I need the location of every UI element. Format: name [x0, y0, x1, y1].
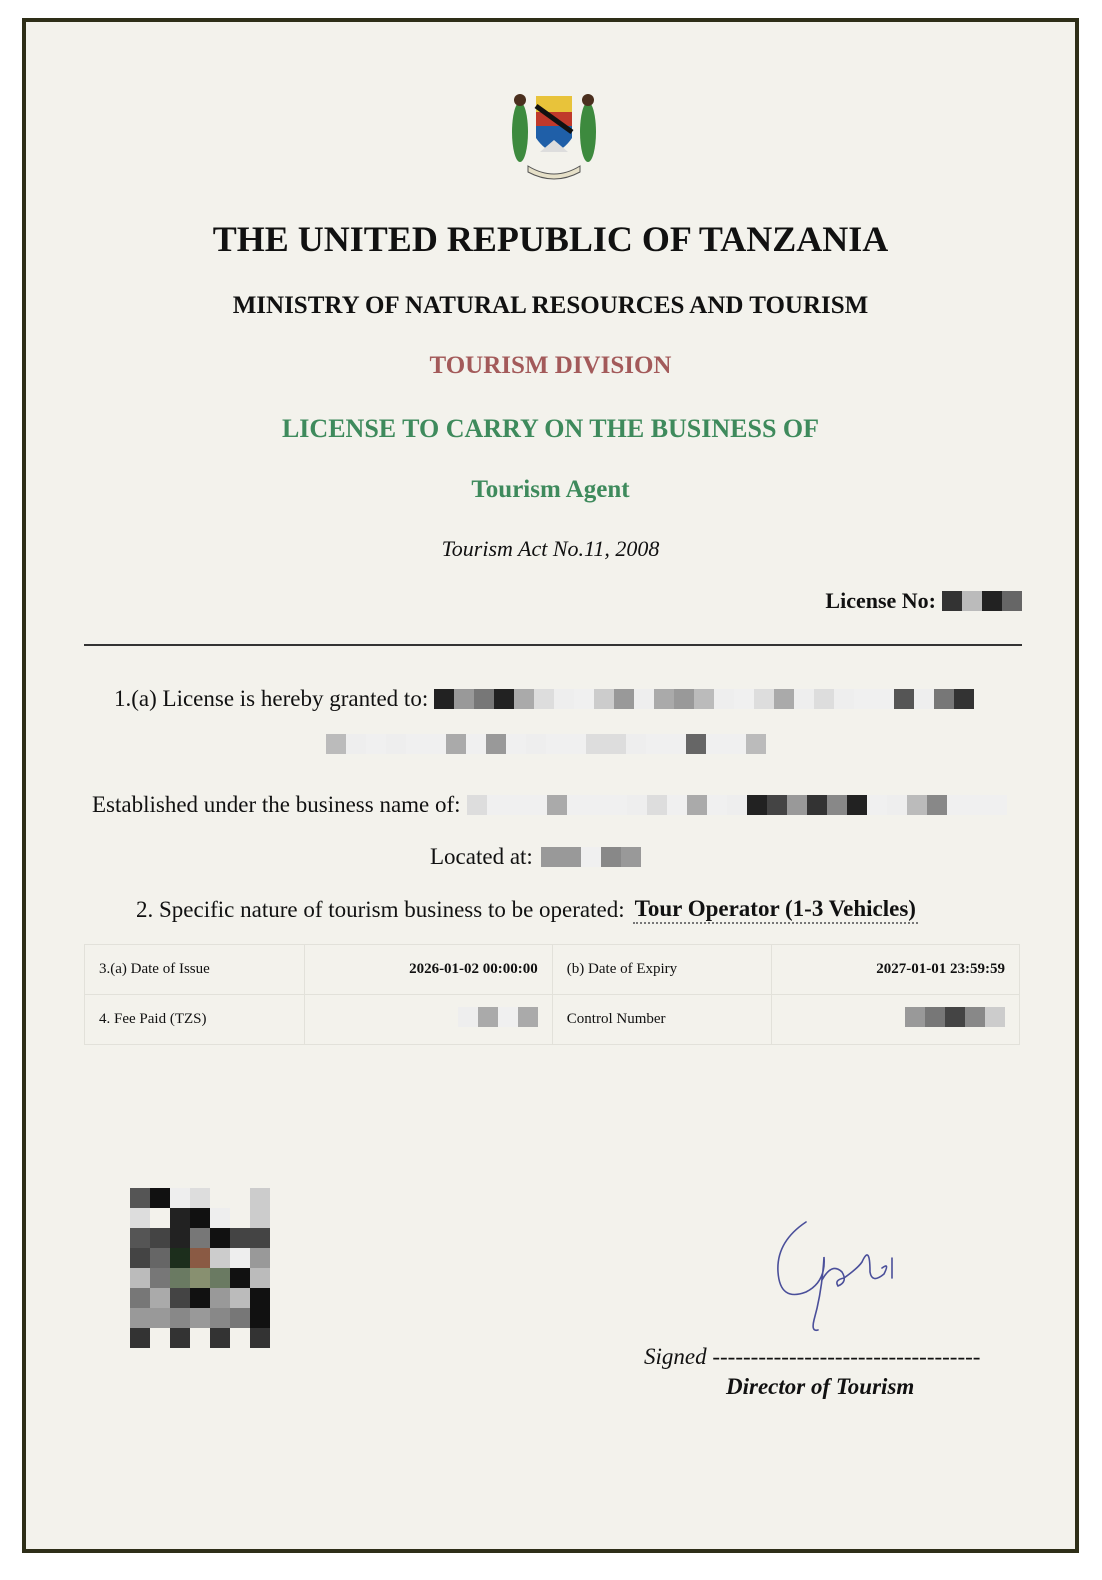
issue-value: 2026-01-02 00:00:00 — [304, 945, 552, 995]
business-name-line — [92, 792, 1007, 818]
business-name-label: Established under the business name of: — [92, 792, 461, 817]
grantee-continuation — [326, 734, 766, 754]
license-heading: LICENSE TO CARRY ON THE BUSINESS OF — [281, 414, 820, 443]
signed-label: Signed — [644, 1344, 707, 1369]
redacted-business-name — [467, 795, 1007, 815]
fee-value — [304, 995, 552, 1045]
table-row — [85, 995, 1020, 1045]
ministry-title: MINISTRY OF NATURAL RESOURCES AND TOURISM — [232, 292, 869, 319]
division-title: TOURISM DIVISION — [429, 352, 672, 379]
redacted-fee — [458, 1007, 538, 1027]
country-title: THE UNITED REPUBLIC OF TANZANIA — [212, 219, 889, 259]
issue-label: 3.(a) Date of Issue — [85, 945, 305, 995]
qr-code-icon — [130, 1188, 270, 1348]
license-number — [825, 588, 1022, 614]
control-label: Control Number — [552, 995, 771, 1045]
expiry-label: (b) Date of Expiry — [552, 945, 771, 995]
redacted-license-number — [942, 591, 1022, 611]
redacted-grantee — [434, 689, 974, 709]
expiry-value: 2027-01-01 23:59:59 — [771, 945, 1019, 995]
nature-value: Tour Operator (1-3 Vehicles) — [633, 896, 918, 924]
granted-line — [114, 686, 974, 712]
signature-dashes: ----------------------------------- — [712, 1344, 981, 1369]
redacted-location — [541, 847, 641, 867]
license-number-label: License No: — [825, 588, 936, 613]
location-label: Located at: — [430, 844, 533, 869]
fee-label: 4. Fee Paid (TZS) — [85, 995, 305, 1045]
divider — [84, 644, 1022, 646]
signed-line — [644, 1344, 980, 1370]
table-row — [85, 945, 1020, 995]
business-type: Tourism Agent — [471, 476, 630, 503]
redacted-control-number — [905, 1007, 1005, 1027]
control-value — [771, 995, 1019, 1045]
nature-label: 2. Specific nature of tourism business to be operated: — [136, 897, 625, 922]
act-reference: Tourism Act No.11, 2008 — [441, 536, 660, 561]
granted-label: 1.(a) License is hereby granted to: — [114, 686, 429, 711]
redacted-grantee-2 — [326, 734, 766, 754]
location-line — [430, 844, 641, 870]
nature-line — [136, 896, 918, 924]
director-title: Director of Tourism — [726, 1374, 915, 1399]
signature-icon — [766, 1202, 906, 1337]
license-details-table — [84, 944, 1020, 1045]
coat-of-arms-icon — [506, 82, 602, 187]
license-certificate — [22, 18, 1079, 1553]
